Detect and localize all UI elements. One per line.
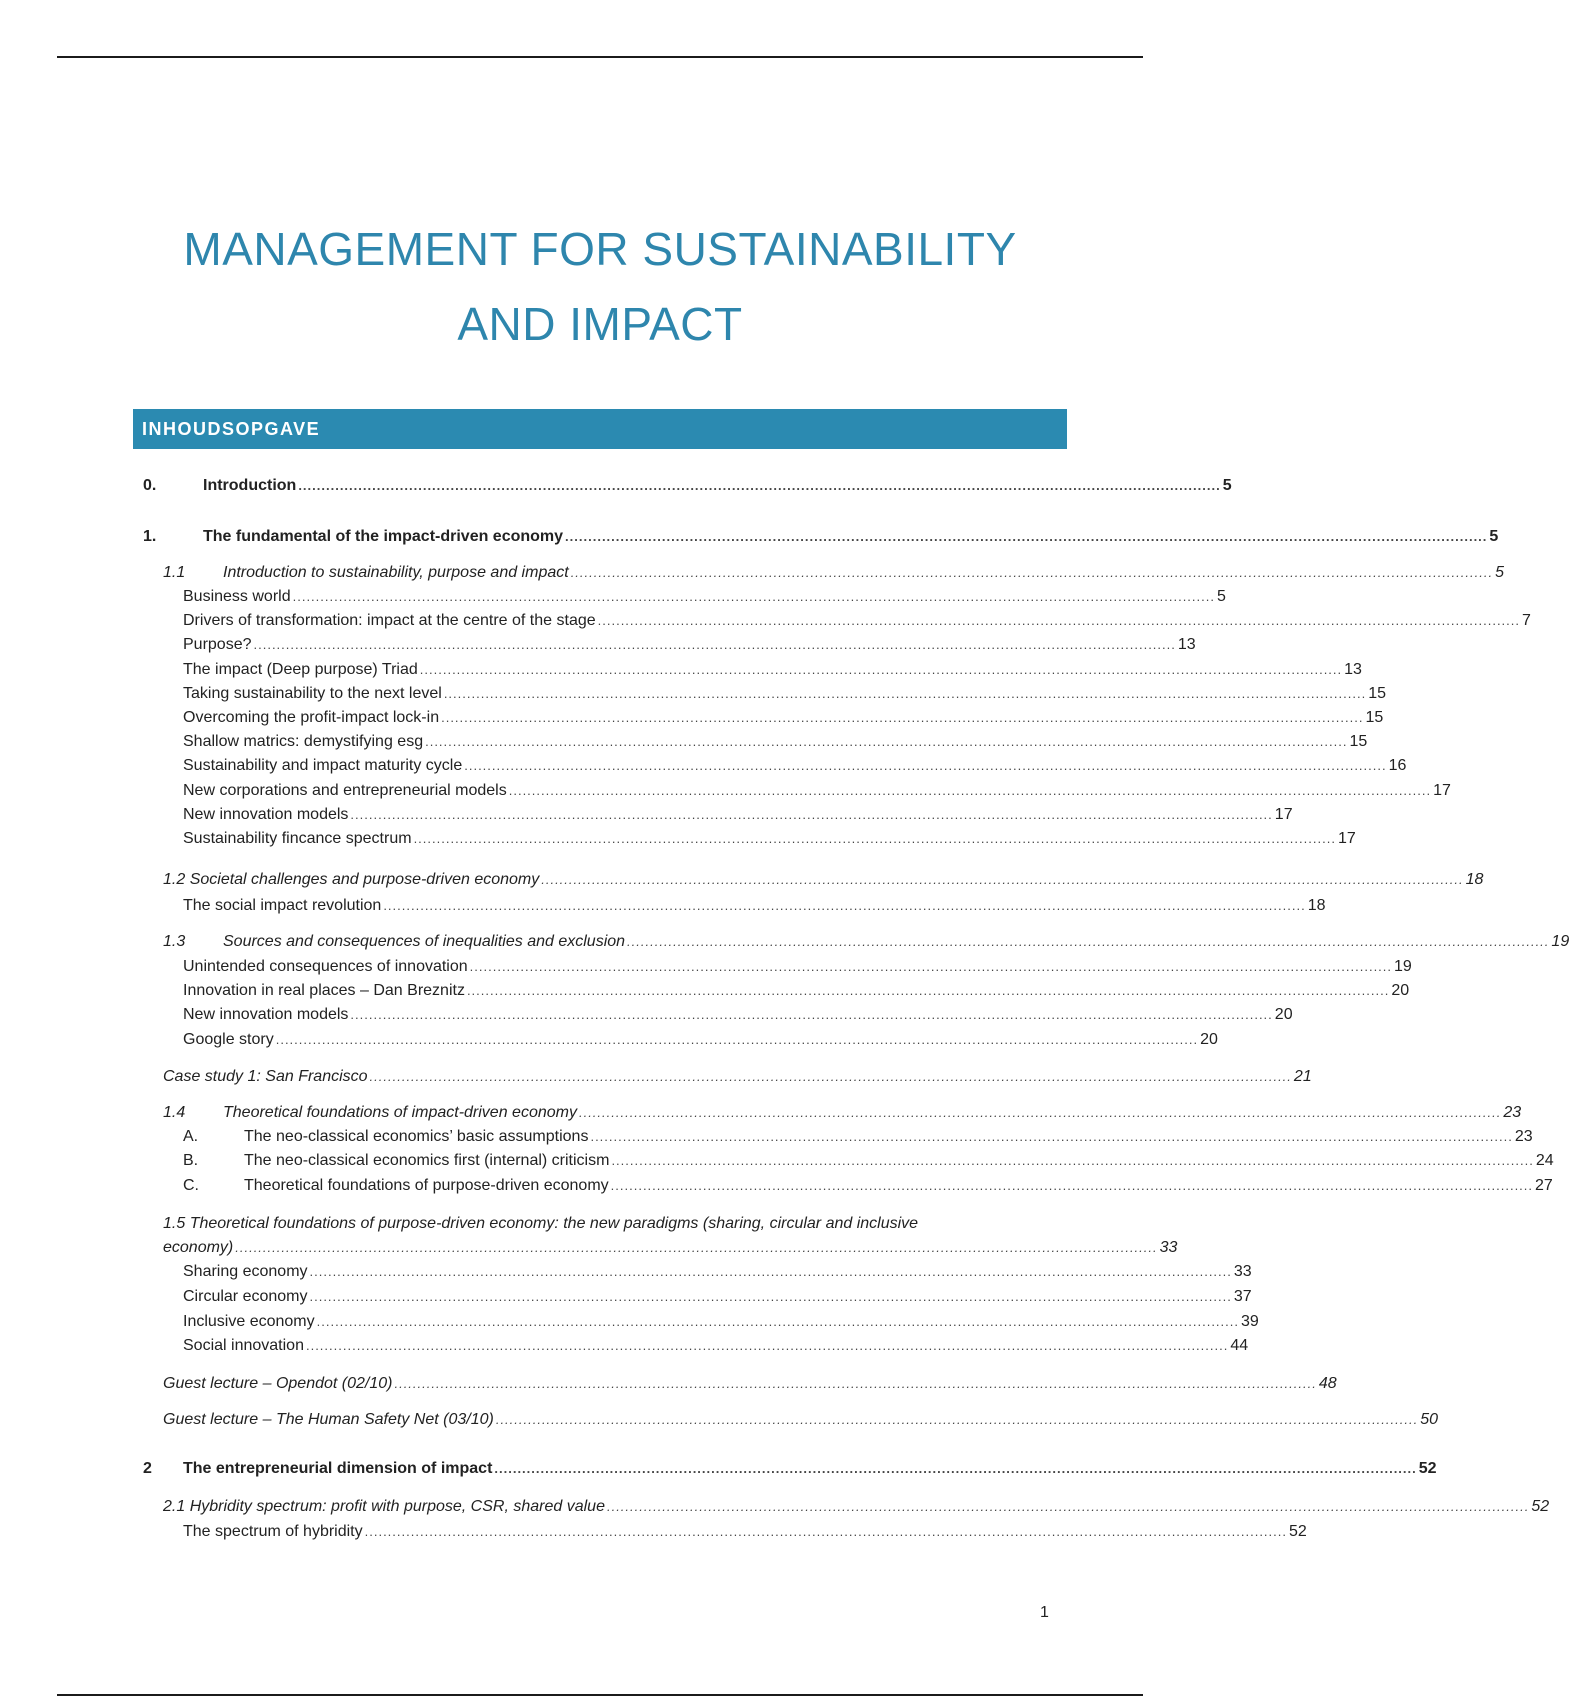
toc-entry-page: 18 xyxy=(1465,871,1484,888)
toc-entry[interactable] xyxy=(163,1065,1312,1089)
toc-entry-page: 18 xyxy=(1307,897,1326,914)
toc-entry[interactable] xyxy=(183,894,1326,918)
toc-entry-page: 48 xyxy=(1318,1375,1337,1392)
toc-entry[interactable] xyxy=(183,658,1362,682)
toc-entry[interactable] xyxy=(163,930,1569,954)
title-line-1: MANAGEMENT FOR SUSTAINABILITY xyxy=(183,223,1017,275)
toc-leader: ........................................................................................................................................................................................................ xyxy=(495,1412,1419,1427)
toc-entry-number: 1.3 xyxy=(163,933,186,950)
toc-leader: ........................................................................................................................................................................................................ xyxy=(364,1524,1287,1539)
toc-entry-label: Guest lecture – The Human Safety Net (03/10) xyxy=(163,1411,494,1428)
toc-entry-label: New innovation models xyxy=(183,806,349,823)
toc-entry[interactable] xyxy=(183,827,1356,851)
toc-entry[interactable] xyxy=(183,979,1410,1003)
toc-entry-label: Google story xyxy=(183,1031,274,1048)
page-number: 1 xyxy=(1040,1604,1049,1621)
toc-leader: ........................................................................................................................................................................................................ xyxy=(275,1032,1199,1047)
toc-entry-label: Social innovation xyxy=(183,1337,304,1354)
toc-entry-label: Circular economy xyxy=(183,1288,308,1305)
toc-entry-label: Taking sustainability to the next level xyxy=(183,685,442,702)
toc-entry[interactable] xyxy=(143,525,1499,549)
toc-entry[interactable] xyxy=(163,868,1484,892)
toc-leader: ........................................................................................................................................................................................................ xyxy=(309,1289,1232,1304)
toc-entry-page: 19 xyxy=(1394,958,1412,975)
toc-leader: ........................................................................................................................................................................................................ xyxy=(309,1264,1232,1279)
toc-entry-label: The neo-classical economics first (internal) criticism xyxy=(244,1152,610,1169)
toc-entry-label: Guest lecture – Opendot (02/10) xyxy=(163,1375,393,1392)
toc-entry-label: Case study 1: San Francisco xyxy=(163,1068,368,1085)
toc-leader: ........................................................................................................................................................................................................ xyxy=(292,589,1215,604)
toc-entry-page: 27 xyxy=(1535,1177,1553,1194)
toc-entry[interactable] xyxy=(183,682,1386,706)
toc-entry-label: economy) xyxy=(163,1239,234,1256)
toc-leader: ........................................................................................................................................................................................................ xyxy=(394,1376,1317,1391)
toc-entry-label: Introduction to sustainability, purpose and impact xyxy=(223,564,569,581)
toc-entry-page: 17 xyxy=(1274,806,1293,823)
toc-entry-number: 1.1 xyxy=(163,564,186,581)
toc-leader: ........................................................................................................................................................................................................ xyxy=(425,734,1348,749)
toc-entry-label: Sharing economy xyxy=(183,1263,308,1280)
toc-entry-page: 52 xyxy=(1531,1498,1550,1515)
toc-leader: ........................................................................................................................................................................................................ xyxy=(316,1314,1239,1329)
toc-entry[interactable] xyxy=(163,1236,1178,1260)
toc-entry[interactable] xyxy=(163,1408,1438,1432)
toc-entry[interactable] xyxy=(183,1520,1307,1544)
toc-entry-label: The impact (Deep purpose) Triad xyxy=(183,661,418,678)
toc-heading: INHOUDSOPGAVE xyxy=(133,409,1067,449)
toc-entry-label: Unintended consequences of innovation xyxy=(183,958,468,975)
toc-entry[interactable] xyxy=(163,1101,1522,1125)
toc-entry-number: 0. xyxy=(143,477,157,494)
toc-leader: ........................................................................................................................................................................................................ xyxy=(350,1007,1273,1022)
toc-leader: ........................................................................................................................................................................................................ xyxy=(466,983,1390,998)
toc-entry-number: C. xyxy=(183,1177,199,1194)
toc-entry-label: Sources and consequences of inequalities and exclusion xyxy=(223,933,626,950)
toc-leader: ........................................................................................................................................................................................................ xyxy=(235,1240,1158,1255)
toc-entry-page: 17 xyxy=(1433,782,1451,799)
toc-leader: ........................................................................................................................................................................................................ xyxy=(369,1069,1292,1084)
toc-leader: ........................................................................................................................................................................................................ xyxy=(494,1461,1417,1476)
toc-leader: ........................................................................................................................................................................................................ xyxy=(298,478,1221,493)
toc-entry[interactable] xyxy=(183,1125,1533,1149)
toc-entry[interactable] xyxy=(183,803,1293,827)
toc-entry[interactable] xyxy=(183,1149,1554,1173)
toc-entry-page: 23 xyxy=(1514,1128,1533,1145)
toc-entry-label: Theoretical foundations of purpose-driven economy xyxy=(244,1177,609,1194)
toc-leader: ........................................................................................................................................................................................................ xyxy=(597,613,1521,628)
toc-entry[interactable] xyxy=(183,1003,1293,1027)
toc-entry-label-wrapped: 1.5 Theoretical foundations of purpose-driven economy: the new paradigms (sharing, circular and inclusive xyxy=(163,1215,919,1232)
toc-entry-page: 15 xyxy=(1365,709,1384,726)
toc-entry-page: 39 xyxy=(1241,1313,1259,1330)
toc-entry-page: 17 xyxy=(1337,830,1356,847)
toc-leader: ........................................................................................................................................................................................................ xyxy=(570,565,1494,580)
toc-entry[interactable] xyxy=(183,633,1196,657)
toc-entry-page: 15 xyxy=(1349,733,1368,750)
toc-entry[interactable] xyxy=(163,1372,1337,1396)
toc-entry-page: 52 xyxy=(1289,1523,1307,1540)
toc-entry-label: 2.1 Hybridity spectrum: profit with purpose, CSR, shared value xyxy=(163,1498,605,1515)
toc-leader: ........................................................................................................................................................................................................ xyxy=(383,898,1306,913)
toc-leader: ........................................................................................................................................................................................................ xyxy=(541,872,1464,887)
toc-leader: ........................................................................................................................................................................................................ xyxy=(611,1153,1534,1168)
toc-leader: ........................................................................................................................................................................................................ xyxy=(253,637,1176,652)
toc-entry-label: Theoretical foundations of impact-driven economy xyxy=(223,1104,577,1121)
toc-entry[interactable] xyxy=(183,1285,1252,1309)
toc-entry-page: 5 xyxy=(1495,564,1504,581)
toc-entry[interactable] xyxy=(183,1260,1252,1284)
toc-entry-page: 37 xyxy=(1233,1288,1252,1305)
toc-entry[interactable] xyxy=(183,754,1407,778)
toc-entry-label: 1.2 Societal challenges and purpose-driven economy xyxy=(163,871,540,888)
toc-entry-label: Introduction xyxy=(203,477,297,494)
toc-entry[interactable] xyxy=(183,585,1226,609)
toc-entry[interactable] xyxy=(143,474,1232,498)
toc-entry-label: Purpose? xyxy=(183,636,252,653)
toc-entry-page: 5 xyxy=(1489,528,1499,545)
toc-entry-page: 19 xyxy=(1551,933,1569,950)
toc-entry[interactable] xyxy=(183,706,1384,730)
toc-entry-page: 50 xyxy=(1420,1411,1438,1428)
toc-entry-page: 20 xyxy=(1391,982,1410,999)
toc-entry-page: 44 xyxy=(1230,1337,1249,1354)
toc-entry[interactable] xyxy=(183,1334,1249,1358)
toc-entry-page: 33 xyxy=(1233,1263,1252,1280)
toc-entry-label: Business world xyxy=(183,588,291,605)
toc-entry[interactable] xyxy=(163,561,1504,585)
toc-entry-page: 13 xyxy=(1344,661,1362,678)
toc-leader: ........................................................................................................................................................................................................ xyxy=(627,934,1550,949)
toc-entry-page: 21 xyxy=(1293,1068,1312,1085)
toc-entry[interactable] xyxy=(183,1310,1259,1334)
toc-entry[interactable] xyxy=(183,1028,1218,1052)
toc-entry-page: 5 xyxy=(1222,477,1232,494)
toc-entry-page: 33 xyxy=(1159,1239,1178,1256)
toc-entry-label: The spectrum of hybridity xyxy=(183,1523,363,1540)
toc-entry-label: Overcoming the profit-impact lock-in xyxy=(183,709,440,726)
toc-entry-label: Inclusive economy xyxy=(183,1313,315,1330)
toc-entry-label: Sustainability fincance spectrum xyxy=(183,830,412,847)
toc-entry-page: 20 xyxy=(1274,1006,1293,1023)
toc-entry-number: 2 xyxy=(143,1460,152,1477)
toc-entry[interactable] xyxy=(183,730,1368,754)
toc-leader: ........................................................................................................................................................................................................ xyxy=(464,758,1387,773)
toc-entry-number: B. xyxy=(183,1152,199,1169)
toc-leader: ........................................................................................................................................................................................................ xyxy=(606,1499,1530,1514)
toc-leader: ........................................................................................................................................................................................................ xyxy=(350,807,1273,822)
toc-entry[interactable] xyxy=(183,779,1451,803)
toc-entry[interactable] xyxy=(183,1174,1553,1198)
toc-entry[interactable] xyxy=(163,1495,1550,1519)
toc-leader: ........................................................................................................................................................................................................ xyxy=(413,831,1336,846)
toc-leader: ........................................................................................................................................................................................................ xyxy=(419,662,1343,677)
toc-entry[interactable] xyxy=(183,609,1531,633)
toc-entry-page: 23 xyxy=(1503,1104,1522,1121)
toc-leader: ........................................................................................................................................................................................................ xyxy=(610,1178,1534,1193)
toc-entry-page: 16 xyxy=(1388,757,1407,774)
toc-entry-page: 52 xyxy=(1418,1460,1437,1477)
toc-leader: ........................................................................................................................................................................................................ xyxy=(469,959,1393,974)
toc-entry-label: Sustainability and impact maturity cycle xyxy=(183,757,463,774)
toc-entry[interactable] xyxy=(183,955,1412,979)
toc-entry-page: 5 xyxy=(1216,588,1226,605)
toc-entry-label: Drivers of transformation: impact at the centre of the stage xyxy=(183,612,596,629)
toc-leader: ........................................................................................................................................................................................................ xyxy=(508,783,1432,798)
toc-leader: ........................................................................................................................................................................................................ xyxy=(441,710,1364,725)
toc-entry-number: A. xyxy=(183,1128,199,1145)
toc-entry-label: The fundamental of the impact-driven economy xyxy=(203,528,564,545)
toc-entry[interactable] xyxy=(143,1457,1437,1481)
toc-leader: ........................................................................................................................................................................................................ xyxy=(565,529,1488,544)
title-line-2: AND IMPACT xyxy=(457,298,743,350)
toc-entry-label: Shallow matrics: demystifying esg xyxy=(183,733,424,750)
toc-entry-number: 1.4 xyxy=(163,1104,186,1121)
toc-leader: ........................................................................................................................................................................................................ xyxy=(578,1105,1502,1120)
toc-entry-label: The social impact revolution xyxy=(183,897,382,914)
toc-leader: ........................................................................................................................................................................................................ xyxy=(590,1129,1513,1144)
toc-entry-page: 7 xyxy=(1522,612,1531,629)
toc-entry-page: 13 xyxy=(1177,636,1196,653)
toc-entry-label: The neo-classical economics’ basic assumptions xyxy=(244,1128,589,1145)
toc-entry-number: 1. xyxy=(143,528,157,545)
toc-leader: ........................................................................................................................................................................................................ xyxy=(443,686,1367,701)
toc-entry-label: New innovation models xyxy=(183,1006,349,1023)
toc-leader: ........................................................................................................................................................................................................ xyxy=(305,1338,1229,1353)
toc-entry-label: New corporations and entrepreneurial models xyxy=(183,782,507,799)
bottom-rule xyxy=(57,1694,1143,1696)
toc-entry-label: The entrepreneurial dimension of impact xyxy=(183,1460,493,1477)
toc-entry-page: 15 xyxy=(1368,685,1386,702)
toc-entry-page: 20 xyxy=(1200,1031,1218,1048)
toc-entry-label: Innovation in real places – Dan Breznitz xyxy=(183,982,465,999)
toc-entry-page: 24 xyxy=(1535,1152,1554,1169)
